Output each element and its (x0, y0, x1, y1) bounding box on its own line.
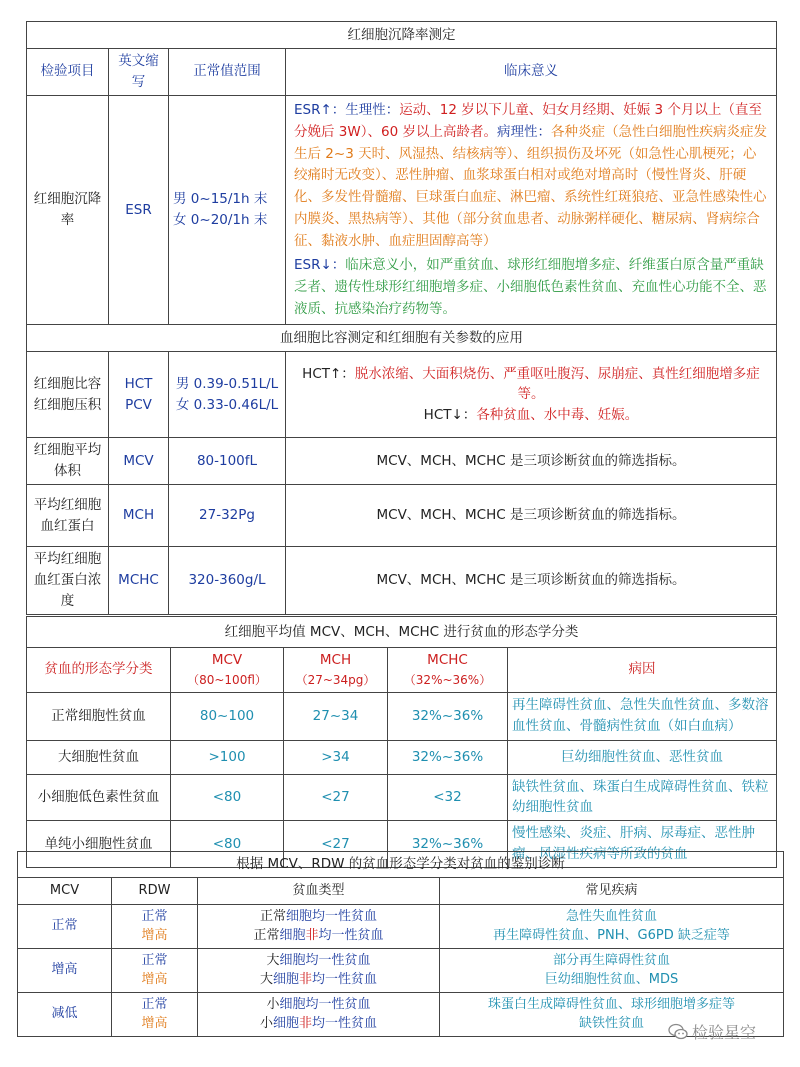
disease-line: 再生障碍性贫血、PNH、G6PD 缺乏症等 (493, 928, 730, 944)
mchc-abbr: MCHC (109, 547, 169, 615)
header-abbr: 英文缩写 (109, 49, 169, 96)
morph-row-mchc: 32%~36% (388, 692, 508, 740)
morph-row-mchc: 32%~36% (388, 740, 508, 774)
header-mchc-range: （32%~36%） (403, 672, 492, 687)
hct-range-female: 女 0.33-0.46L/L (175, 396, 279, 413)
type-non: 非 (299, 972, 313, 988)
rdw-group-rdw (112, 992, 198, 1036)
type-non: 非 (299, 1016, 313, 1032)
morph-row-mch: >34 (284, 740, 388, 774)
type-non: 非 (305, 928, 319, 944)
header-range: 正常值范围 (169, 49, 286, 96)
type-desc-tail: 均一性贫血 (312, 1016, 378, 1032)
rdw-group-mcv: 正常 (18, 904, 112, 948)
type-desc: 细胞 (279, 928, 306, 944)
mcv-meaning: MCV、MCH、MCHC 是三项诊断贫血的筛选指标。 (286, 438, 777, 485)
header-cause: 病因 (508, 648, 777, 693)
esr-range-female: 女 0~20/1h 末 (173, 212, 268, 229)
rdw-diagnosis-table (17, 851, 784, 1037)
morph-row-mchc: <32 (388, 774, 508, 821)
rdw-group-disease (440, 904, 784, 948)
rdw-group-mcv: 增高 (18, 948, 112, 992)
esr-up-phys-label: 生理性： (345, 101, 400, 118)
rdw-high: 增高 (141, 972, 168, 988)
esr-up-phys-text: 运动、12 岁以下儿童、妇女月经期、妊娠 3 个月以上（直至分娩后 3W）、60 岁以上高龄者。 (294, 101, 762, 140)
morph-row-type: 大细胞性贫血 (27, 740, 171, 774)
anemia-type-line (202, 926, 435, 946)
rdw-table-title: 根据 MCV、RDW 的贫血形态学分类对贫血的鉴别诊断 (18, 852, 784, 878)
morph-row-cause: 慢性感染、炎症、肝病、尿毒症、恶性肿瘤、风湿性疾病等所致的贫血 (508, 821, 777, 868)
header-mch-range: （27~34pg） (295, 672, 376, 687)
morph-row-mcv: <80 (171, 774, 284, 821)
type-desc: 细胞均一性贫血 (279, 952, 371, 968)
rdw-group-type (198, 992, 440, 1036)
morph-row-mchc: 32%~36% (388, 821, 508, 868)
mchc-range: 320-360g/L (169, 547, 286, 615)
mcv-abbr: MCV (109, 438, 169, 485)
disease-line: 急性失血性贫血 (566, 908, 658, 924)
morphology-table (26, 616, 777, 868)
hct-abbr (109, 352, 169, 438)
hct-up (290, 364, 772, 406)
hct-item-2: 红细胞压积 (33, 396, 102, 413)
rdw-group-rdw (112, 948, 198, 992)
morph-row-type: 单纯小细胞性贫血 (27, 821, 171, 868)
mch-abbr: MCH (109, 485, 169, 547)
esr-up-head: ESR↑： (294, 101, 346, 118)
rdw-normal: 正常 (141, 952, 168, 968)
rdw-high: 增高 (141, 928, 168, 944)
hct-section-title: 血细胞比容测定和红细胞有关参数的应用 (27, 325, 777, 352)
morph-row-mcv: <80 (171, 821, 284, 868)
esr-up-path-text: 各种炎症（急性白细胞性疾病炎症发生后 2~3 天时、风湿热、结核病等）、组织损伤及坏死（如急性心肌梗死；心绞痛时无改变）、恶性肿瘤、血浆球蛋白相对或绝对增高时（慢性肾炎、肝硬化、多发性骨髓瘤、巨球蛋白血症、淋巴瘤、系统性红斑狼疮、亚急性感染性心内膜炎、黑热病等）、其他（部分贫血患者、动脉粥样硬化、糖尿病、肾病综合征、黏液水肿、血症胆固醇高等） (294, 123, 767, 249)
hct-item (27, 352, 109, 438)
header-mcv-label: MCV (211, 652, 243, 668)
rdw-group-type (198, 904, 440, 948)
mch-meaning: MCV、MCH、MCHC 是三项诊断贫血的筛选指标。 (286, 485, 777, 547)
header-common-disease: 常见疾病 (440, 877, 784, 904)
mcv-range: 80-100fL (169, 438, 286, 485)
mchc-meaning: MCV、MCH、MCHC 是三项诊断贫血的筛选指标。 (286, 547, 777, 615)
type-size: 正常 (253, 928, 280, 944)
wechat-chat-icon (668, 1023, 688, 1041)
type-desc: 细胞均一性贫血 (279, 996, 371, 1012)
hct-down-text: 各种贫血、水中毒、妊娠。 (476, 407, 639, 424)
hct-down-head: HCT↓： (423, 407, 477, 424)
hct-abbr-2: PCV (125, 396, 152, 413)
hct-meaning (286, 352, 777, 438)
rdw-normal: 正常 (141, 908, 168, 924)
rdw-group-rdw (112, 904, 198, 948)
header-rdw-col: RDW (112, 877, 198, 904)
header-item: 检验项目 (27, 49, 109, 96)
esr-meaning (286, 95, 777, 325)
esr-table-title: 红细胞沉降率测定 (27, 22, 777, 49)
header-mcv-range: （80~100fl） (187, 672, 267, 687)
rdw-normal: 正常 (141, 996, 168, 1012)
anemia-type-line (202, 995, 435, 1015)
anemia-type-line (202, 951, 435, 971)
anemia-type-line (202, 1014, 435, 1034)
esr-up-block (294, 100, 768, 253)
morph-row-mch: 27~34 (284, 692, 388, 740)
header-mchc-label: MCHC (427, 652, 468, 668)
anemia-type-line (202, 907, 435, 927)
header-mcv-col: MCV (18, 877, 112, 904)
watermark-text: 检验星空 (692, 1023, 757, 1042)
type-size: 大 (266, 952, 280, 968)
morph-row-cause: 巨幼细胞性贫血、恶性贫血 (508, 740, 777, 774)
esr-down-head: ESR↓： (294, 256, 346, 273)
mch-range: 27-32Pg (169, 485, 286, 547)
morph-row-cause: 再生障碍性贫血、急性失血性贫血、多数溶血性贫血、骨髓病性贫血（如白血病） (508, 692, 777, 740)
disease-line: 缺铁性贫血 (579, 1016, 645, 1032)
mchc-item: 平均红细胞血红蛋白浓度 (27, 547, 109, 615)
rdw-group-type (198, 948, 440, 992)
header-mchc (388, 648, 508, 693)
morph-row-mch: <27 (284, 774, 388, 821)
type-desc-tail: 均一性贫血 (312, 972, 378, 988)
type-desc-tail: 均一性贫血 (318, 928, 384, 944)
type-size: 正常 (259, 908, 286, 924)
type-size: 小 (259, 1016, 273, 1032)
disease-line: 巨幼细胞性贫血、MDS (544, 972, 679, 988)
morph-row-mcv: >100 (171, 740, 284, 774)
hct-up-head: HCT↑： (302, 365, 355, 382)
morph-row-type: 小细胞低色素性贫血 (27, 774, 171, 821)
type-size: 大 (259, 972, 273, 988)
hct-down (290, 405, 772, 426)
header-meaning: 临床意义 (286, 49, 777, 96)
type-desc: 细胞 (272, 1016, 299, 1032)
esr-table (26, 21, 777, 615)
header-mch-label: MCH (319, 652, 352, 668)
esr-range (169, 95, 286, 325)
rdw-group-mcv: 减低 (18, 992, 112, 1036)
header-mch (284, 648, 388, 693)
mch-item: 平均红细胞血红蛋白 (27, 485, 109, 547)
hct-abbr-1: HCT (124, 376, 153, 393)
disease-line: 部分再生障碍性贫血 (553, 952, 671, 968)
header-anemia-type: 贫血类型 (198, 877, 440, 904)
esr-up-path-label: 病理性： (496, 123, 551, 140)
rdw-high: 增高 (141, 1016, 168, 1032)
morph-row-type: 正常细胞性贫血 (27, 692, 171, 740)
hct-range-male: 男 0.39-0.51L/L (175, 376, 279, 393)
disease-line: 珠蛋白生成障碍性贫血、球形细胞增多症等 (488, 996, 736, 1012)
watermark (668, 1020, 756, 1043)
esr-down-block (294, 255, 768, 321)
esr-range-male: 男 0~15/1h 末 (173, 191, 268, 208)
esr-item: 红细胞沉降率 (27, 95, 109, 325)
morphology-table-title: 红细胞平均值 MCV、MCH、MCHC 进行贫血的形态学分类 (27, 617, 777, 648)
hct-item-1: 红细胞比容 (33, 376, 102, 393)
type-desc: 细胞 (272, 972, 299, 988)
esr-abbr: ESR (109, 95, 169, 325)
morph-row-mcv: 80~100 (171, 692, 284, 740)
hct-up-text: 脱水浓缩、大面积烧伤、严重呕吐腹泻、尿崩症、真性红细胞增多症等。 (354, 365, 760, 403)
anemia-type-line (202, 970, 435, 990)
esr-down-text: 临床意义小，如严重贫血、球形红细胞增多症、纤维蛋白原含量严重缺乏者、遗传性球形红细胞增多症、小细胞低色素性贫血、充血性心功能不全、恶液质、抗感染治疗药物等。 (294, 256, 767, 317)
morph-row-cause: 缺铁性贫血、珠蛋白生成障碍性贫血、铁粒幼细胞性贫血 (508, 774, 777, 821)
header-mcv (171, 648, 284, 693)
type-size: 小 (266, 996, 280, 1012)
type-desc: 细胞均一性贫血 (286, 908, 378, 924)
rdw-group-disease (440, 948, 784, 992)
header-morph-type: 贫血的形态学分类 (27, 648, 171, 693)
hct-range (169, 352, 286, 438)
morph-row-mch: <27 (284, 821, 388, 868)
mcv-item: 红细胞平均体积 (27, 438, 109, 485)
